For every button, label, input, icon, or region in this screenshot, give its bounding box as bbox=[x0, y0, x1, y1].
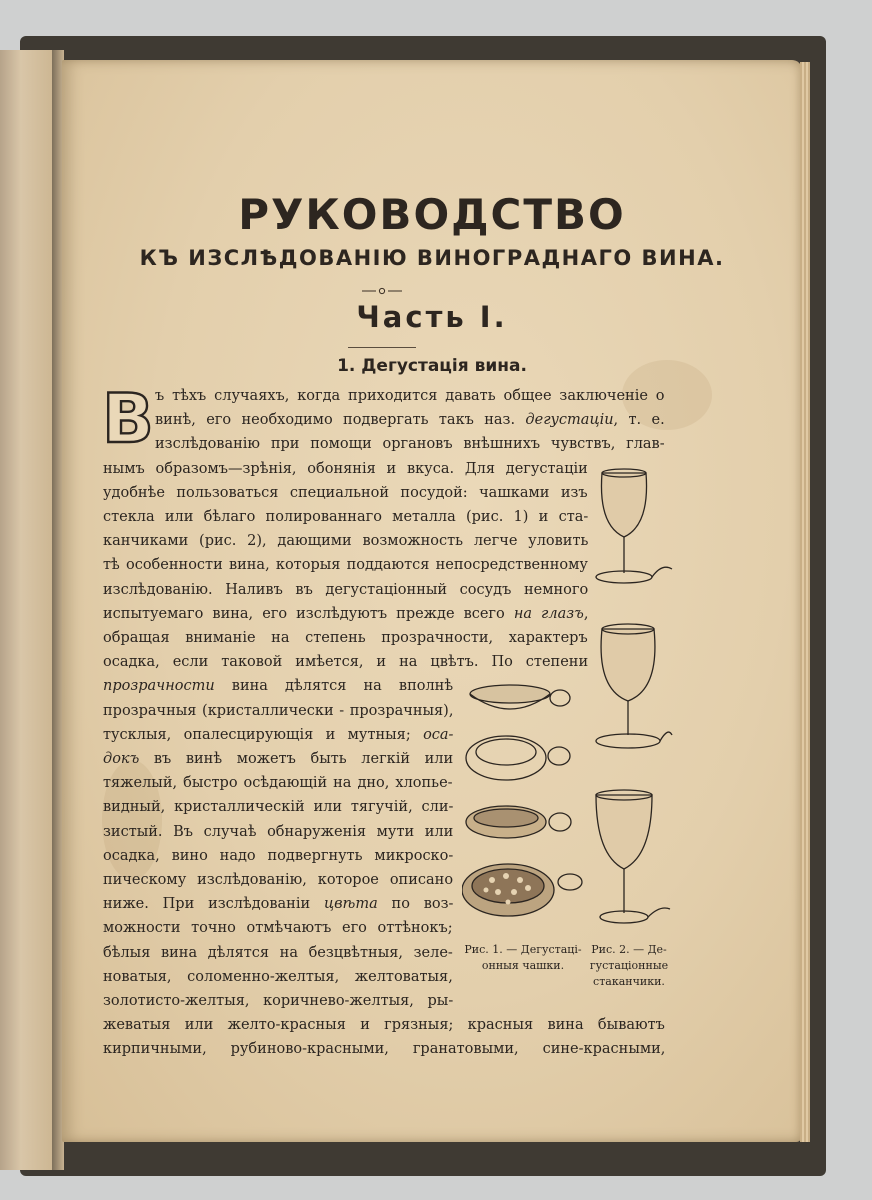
text-line bbox=[103, 578, 588, 602]
text-line bbox=[103, 795, 453, 819]
text-run: испытуемаго вина, его изслѣдуютъ прежде всего bbox=[103, 605, 514, 622]
text-run: жеватыя или желто-красныя и грязныя; красныя вина бываютъ bbox=[103, 1017, 665, 1034]
part-heading: Часть I. bbox=[356, 300, 508, 334]
text-run: осадка, вино надо подвергнуть микроско- bbox=[103, 847, 454, 864]
italic-term: прозрачности bbox=[103, 678, 215, 695]
text-line bbox=[103, 1037, 665, 1061]
figure-2-caption bbox=[584, 942, 674, 990]
text-line bbox=[103, 868, 453, 892]
text-line bbox=[103, 723, 453, 747]
caption-line: онныя чашки. bbox=[481, 959, 565, 972]
caption-line: Рис. 1. — Дегустаці- bbox=[464, 943, 582, 956]
text-line bbox=[103, 844, 453, 868]
text-run: , bbox=[583, 605, 589, 622]
text-run: канчиками (рис. 2), дающими возможность легче уловить bbox=[103, 533, 589, 550]
text-line bbox=[103, 941, 453, 965]
text-line bbox=[103, 505, 588, 529]
text-run: стекла или бѣлаго полированнаго металла (рис. 1) и ста- bbox=[103, 509, 589, 525]
text-run: кирпичными, рубиново-красными, гранатовыми, сине-красными, bbox=[103, 1041, 666, 1058]
text-line bbox=[103, 820, 453, 844]
text-line bbox=[103, 602, 588, 626]
italic-term: оса- bbox=[423, 726, 454, 743]
text-run: видный, кристаллическій или тягучій, сли- bbox=[103, 799, 454, 816]
text-run: прозрачныя (кристаллически - прозрачныя), bbox=[103, 702, 454, 719]
text-run: тяжелый, быстро осѣдающій на дно, хлопье- bbox=[103, 775, 453, 792]
text-line bbox=[155, 432, 665, 456]
text-run: новатыя, соломенно-желтыя, желтоватыя, bbox=[103, 968, 453, 985]
section-heading: 1. Дегустація вина. bbox=[337, 356, 527, 376]
heading-rule bbox=[348, 347, 416, 348]
text-run: винѣ, его необходимо подвергать такъ наз. bbox=[155, 412, 526, 429]
tasting-cups-figure bbox=[462, 680, 588, 935]
text-run: осадка, если таковой имѣется, и на цвѣтъ. По степени bbox=[103, 654, 589, 671]
text-line bbox=[103, 916, 453, 940]
text-line bbox=[103, 965, 453, 989]
text-line bbox=[103, 699, 453, 723]
italic-term: цвѣта bbox=[323, 896, 378, 913]
text-run: тѣ особенности вина, которыя поддаются непосредственному bbox=[103, 557, 588, 574]
ornament-divider bbox=[360, 287, 404, 295]
text-line bbox=[103, 457, 588, 481]
text-line bbox=[103, 1013, 665, 1037]
text-run: изслѣдованію. Наливъ въ дегустаціонный сосудъ немного bbox=[103, 581, 589, 598]
text-run: обращая вниманіе на степень прозрачности, характеръ bbox=[103, 630, 588, 646]
text-run: изслѣдованію при помощи органовъ внѣшнихъ чувствъ, глав- bbox=[155, 436, 665, 453]
text-line bbox=[103, 771, 453, 795]
text-line bbox=[103, 553, 588, 577]
tasting-glasses-figure bbox=[588, 465, 674, 930]
text-line bbox=[103, 529, 588, 553]
text-run: зистый. Въ случаѣ обнаруженія мути или bbox=[103, 823, 454, 840]
text-line bbox=[103, 674, 453, 698]
text-run: золотисто-желтыя, коричнево-желтыя, ры- bbox=[103, 993, 454, 1009]
caption-line: Рис. 2. — Де- bbox=[591, 943, 667, 956]
text-run: по воз- bbox=[377, 896, 454, 913]
text-run: пическому изслѣдованію, которое описано bbox=[103, 872, 454, 888]
text-line bbox=[155, 384, 665, 408]
text-run: вина дѣлятся на вполнѣ bbox=[214, 678, 454, 695]
text-line bbox=[103, 989, 453, 1013]
text-line bbox=[103, 650, 588, 674]
figure-1-caption bbox=[462, 942, 584, 974]
drop-cap-letter: В bbox=[102, 380, 154, 452]
italic-term: дегустаціи bbox=[525, 412, 614, 429]
text-line bbox=[103, 626, 588, 650]
text-run: ъ тѣхъ случаяхъ, когда приходится давать общее заключеніе о bbox=[155, 388, 665, 404]
text-line bbox=[103, 481, 588, 505]
text-line bbox=[103, 747, 453, 771]
text-run: можности точно отмѣчаютъ его оттѣнокъ; bbox=[103, 920, 453, 937]
text-run: удобнѣе пользоваться специальной посудой: чашками изъ bbox=[103, 484, 588, 501]
italic-term: на глазъ bbox=[513, 605, 584, 622]
text-run: бѣлыя вина дѣлятся на безцвѣтныя, зеле- bbox=[103, 944, 453, 961]
page-title: РУКОВОДСТВО bbox=[238, 190, 626, 239]
caption-line: стаканчики. bbox=[593, 975, 665, 988]
text-line bbox=[103, 892, 453, 916]
text-run: тусклыя, опалесцирующія и мутныя; bbox=[103, 726, 424, 743]
left-page-edge bbox=[0, 50, 53, 1170]
text-line bbox=[155, 408, 665, 432]
drop-cap bbox=[98, 380, 154, 452]
italic-term: докъ bbox=[103, 751, 140, 767]
text-run: ниже. При изслѣдованіи bbox=[103, 896, 324, 913]
page-subtitle: КЪ ИЗСЛѢДОВАНІЮ ВИНОГРАДНАГО ВИНА. bbox=[139, 246, 725, 270]
caption-line: густаціонные bbox=[589, 959, 669, 972]
text-run: нымъ образомъ—зрѣнія, обонянія и вкуса. Для дегустаціи bbox=[103, 460, 588, 477]
text-run: въ винѣ можетъ быть легкій или bbox=[139, 751, 454, 767]
text-run: , т. е. bbox=[613, 412, 665, 429]
